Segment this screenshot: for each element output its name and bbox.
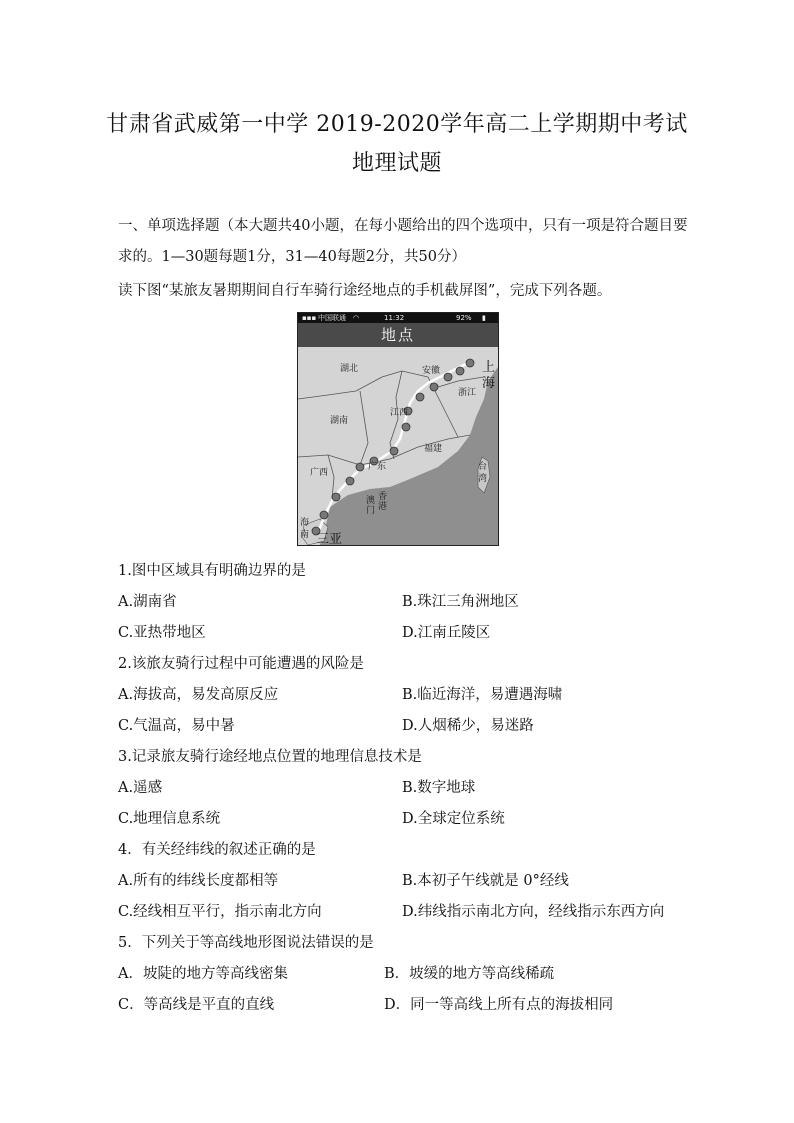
label-hainan-1: 海 [300, 518, 310, 528]
section-intro-line-1: 一、单项选择题（本大题共40小题，在每小题给出的四个选项中，只有一项是符合题目要 [118, 218, 688, 234]
label-zhejiang: 浙江 [458, 388, 477, 398]
status-time: 11:32 [384, 314, 405, 322]
question-2-option-c[interactable]: C.气温高，易中暑 [118, 718, 235, 734]
label-hongkong-1: 香 [378, 492, 388, 502]
question-5-option-d[interactable]: D．同一等高线上所有点的海拔相同 [384, 997, 614, 1013]
question-1-stem: 1.图中区域具有明确边界的是 [118, 563, 306, 579]
label-sanya: 三亚 [316, 532, 343, 545]
carrier-name: 中国联通 [318, 314, 346, 322]
question-1-option-b[interactable]: B.珠江三角洲地区 [402, 594, 519, 610]
label-shanghai-1: 上 [482, 360, 496, 375]
question-3-option-d[interactable]: D.全球定位系统 [402, 811, 505, 827]
question-4-option-c[interactable]: C.经线相互平行，指示南北方向 [118, 904, 322, 920]
location-pin [402, 423, 410, 431]
section-intro-line-2: 求的。1—30题每题1分，31—40每题2分，共50分） [118, 249, 466, 265]
passage-text: 读下图“某旅友暑期期间自行车骑行途经地点的手机截屏图”，完成下列各题。 [118, 283, 612, 299]
location-pin [390, 447, 398, 455]
question-1-option-a[interactable]: A.湖南省 [118, 594, 177, 610]
exam-title: 甘肃省武威第一中学 2019-2020学年高二上学期期中考试 [106, 112, 688, 137]
label-hongkong-2: 港 [378, 502, 388, 512]
label-taiwan-2: 湾 [478, 474, 488, 484]
signal-icon: ▪▪▪ [302, 314, 317, 322]
label-hunan: 湖南 [330, 416, 349, 426]
label-jiangxi: 江西 [390, 408, 409, 418]
location-pin [320, 511, 328, 519]
question-5-stem: 5．下列关于等高线地形图说法错误的是 [118, 935, 374, 951]
location-pin [356, 463, 364, 471]
location-pin [456, 367, 464, 375]
label-fujian: 福建 [424, 444, 443, 454]
question-2-stem: 2.该旅友骑行过程中可能遭遇的风险是 [118, 656, 364, 672]
location-pin [466, 359, 474, 367]
label-anhui: 安徽 [422, 366, 441, 376]
question-4-option-a[interactable]: A.所有的纬线长度都相等 [118, 873, 279, 889]
question-5-option-c[interactable]: C．等高线是平直的直线 [118, 997, 275, 1013]
question-3-stem: 3.记录旅友骑行途经地点位置的地理信息技术是 [118, 749, 422, 765]
battery-level: 92% [456, 314, 472, 322]
location-pin [444, 373, 452, 381]
location-pin [346, 477, 354, 485]
battery-icon: ▮ [482, 314, 486, 322]
question-5-option-a[interactable]: A．坡陡的地方等高线密集 [118, 966, 288, 982]
label-hainan-2: 南 [300, 530, 310, 540]
label-guangdong: 广东 [368, 462, 387, 472]
question-5-option-b[interactable]: B．坡缓的地方等高线稀疏 [384, 966, 555, 982]
label-macau-1: 澳 [366, 496, 376, 506]
label-guangxi: 广西 [310, 468, 329, 478]
app-header-title: 地点 [298, 323, 498, 347]
label-taiwan-1: 台 [478, 462, 488, 472]
question-1-option-d[interactable]: D.江南丘陵区 [402, 625, 491, 641]
location-pin [332, 493, 340, 501]
question-2-option-a[interactable]: A.海拔高，易发高原反应 [118, 687, 279, 703]
phone-status-bar [298, 313, 498, 323]
question-3-option-b[interactable]: B.数字地球 [402, 780, 476, 796]
route-map [298, 347, 498, 545]
question-1-option-c[interactable]: C.亚热带地区 [118, 625, 206, 641]
question-4-stem: 4．有关经纬线的叙述正确的是 [118, 842, 316, 858]
phone-screenshot [297, 312, 499, 546]
label-hubei: 湖北 [340, 364, 359, 374]
label-shanghai-2: 海 [482, 376, 496, 391]
exam-subtitle: 地理试题 [351, 151, 442, 176]
question-3-option-c[interactable]: C.地理信息系统 [118, 811, 221, 827]
wifi-icon: ◠ [353, 314, 360, 322]
question-4-option-b[interactable]: B.本初子午线就是 0°经线 [402, 873, 569, 889]
label-macau-2: 门 [366, 506, 376, 516]
location-pin [430, 383, 438, 391]
question-2-option-d[interactable]: D.人烟稀少，易迷路 [402, 718, 534, 734]
question-3-option-a[interactable]: A.遥感 [118, 780, 163, 796]
location-pin [416, 393, 424, 401]
question-2-option-b[interactable]: B.临近海洋，易遭遇海啸 [402, 687, 563, 703]
question-4-option-d[interactable]: D.纬线指示南北方向，经线指示东西方向 [402, 904, 665, 920]
